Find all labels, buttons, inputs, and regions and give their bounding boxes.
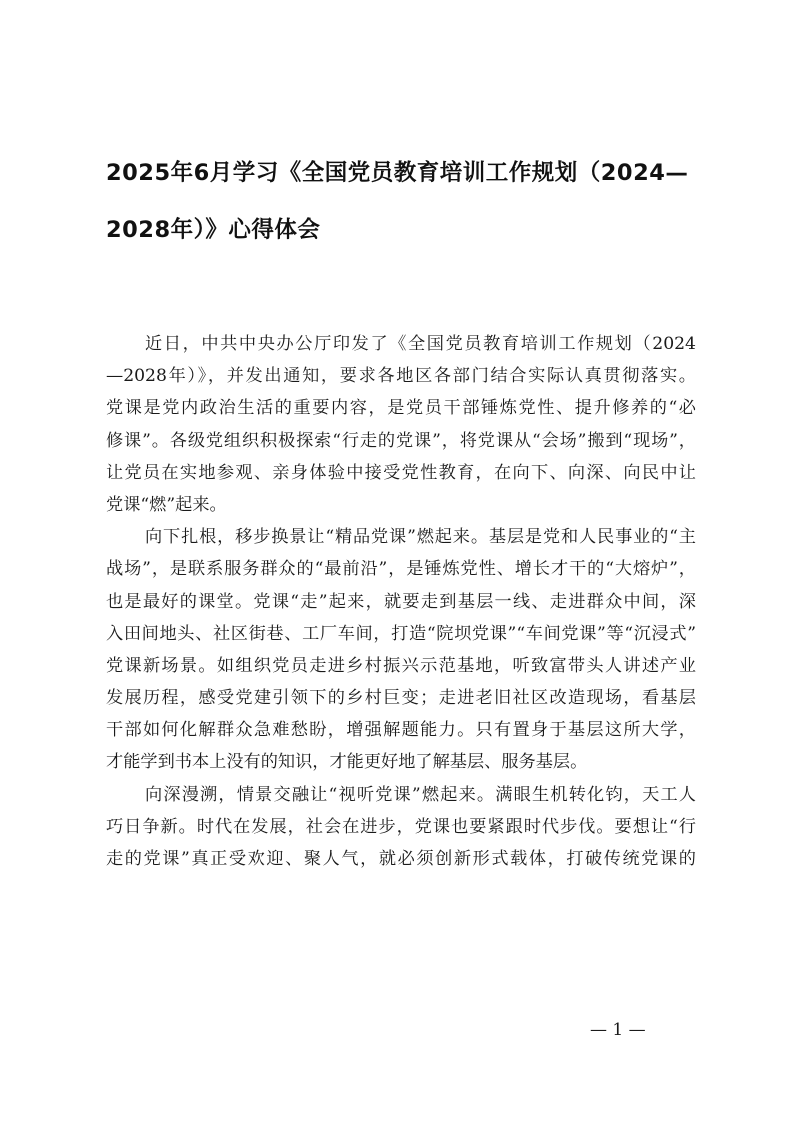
paragraph-line: 才能学到书本上没有的知识，才能更好地了解基层、服务基层。	[106, 752, 588, 773]
paragraph-line: 让党员在实地参观、亲身体验中接受党性教育，在向下、向深、向民中让	[106, 462, 696, 483]
paragraph-line: 向深漫溯，情景交融让“视听党课”燃起来。满眼生机转化钧，天工人	[145, 784, 696, 805]
document-body	[106, 328, 696, 875]
paragraph-line: 干部如何化解群众急难愁盼，增强解题能力。只有置身于基层这所大学，	[106, 720, 696, 741]
paragraph-line: 向下扎根，移步换景让“精品党课”燃起来。基层是党和人民事业的“主	[145, 527, 696, 548]
title-line-1: 2025年6月学习《全国党员教育培训工作规划（2024—	[106, 160, 689, 186]
paragraph-line: 党课新场景。如组织党员走进乡村振兴示范基地，听致富带头人讲述产业	[106, 655, 696, 676]
paragraph-line: 战场”，是联系服务群众的“最前沿”，是锤炼党性、增长才干的“大熔炉”，	[106, 559, 696, 580]
paragraph-line: 党课“燃”起来。	[106, 494, 227, 515]
document-title	[106, 145, 706, 259]
title-line-2: 2028年）》心得体会	[106, 217, 321, 243]
paragraph-2	[106, 521, 696, 779]
paragraph-line: 发展历程，感受党建引领下的乡村巨变；走进老旧社区改造现场，看基层	[106, 688, 696, 709]
paragraph-line: 入田间地头、社区街巷、工厂车间，打造“院坝党课”“车间党课”等“沉浸式”	[106, 623, 696, 644]
page-number: — 1 —	[590, 1020, 646, 1040]
paragraph-line: —2028年）》，并发出通知，要求各地区各部门结合实际认真贯彻落实。	[106, 366, 696, 387]
paragraph-3	[106, 779, 696, 876]
paragraph-line: 也是最好的课堂。党课“走”起来，就要走到基层一线、走进群众中间，深	[106, 591, 696, 612]
paragraph-line: 修课”。各级党组织积极探索“行走的党课”，将党课从“会场”搬到“现场”，	[106, 430, 696, 451]
paragraph-line: 巧日争新。时代在发展，社会在进步，党课也要紧跟时代步伐。要想让“行	[106, 816, 696, 837]
paragraph-line: 近日，中共中央办公厅印发了《全国党员教育培训工作规划（2024	[145, 334, 696, 354]
paragraph-line: 走的党课”真正受欢迎、聚人气，就必须创新形式载体，打破传统党课的	[106, 849, 696, 869]
paragraph-1	[106, 328, 696, 521]
paragraph-line: 党课是党内政治生活的重要内容，是党员干部锤炼党性、提升修养的“必	[106, 398, 696, 419]
